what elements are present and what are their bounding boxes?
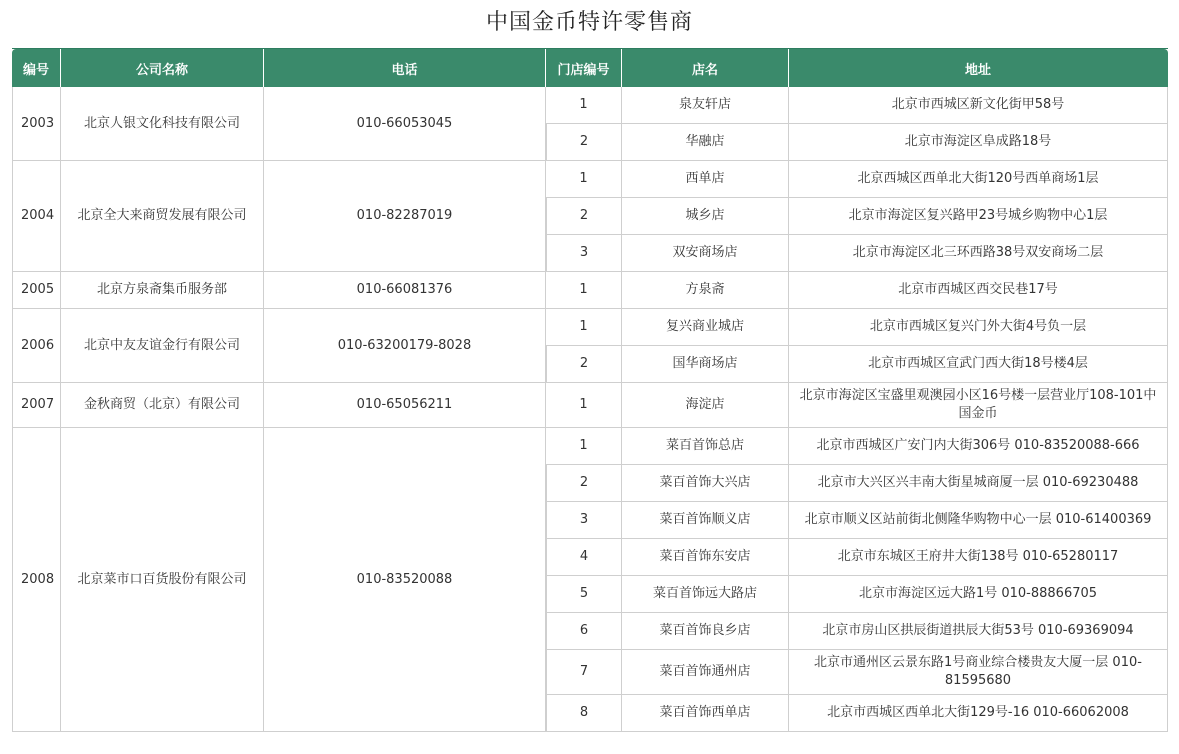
table-header — [12, 49, 1168, 87]
cell-address: 北京西城区西单北大街120号西单商场1层 — [789, 161, 1168, 198]
cell-address: 北京市西城区新文化街甲58号 — [789, 87, 1168, 124]
cell-phone: 010-82287019 — [264, 161, 546, 272]
cell-store-name: 菜百首饰通州店 — [622, 650, 789, 695]
cell-address: 北京市海淀区宝盛里观澳园小区16号楼一层营业厅108-101中国金币 — [789, 383, 1168, 428]
cell-store-name: 菜百首饰良乡店 — [622, 613, 789, 650]
cell-store-no: 8 — [546, 695, 622, 732]
cell-store-no: 1 — [546, 87, 622, 124]
cell-phone: 010-63200179-8028 — [264, 309, 546, 383]
cell-company-name: 北京全大来商贸发展有限公司 — [61, 161, 264, 272]
cell-address: 北京市房山区拱辰街道拱辰大街53号 010-69369094 — [789, 613, 1168, 650]
cell-store-no: 3 — [546, 502, 622, 539]
cell-address: 北京市大兴区兴丰南大街星城商厦一层 010-69230488 — [789, 465, 1168, 502]
header-row — [12, 49, 1168, 87]
cell-store-no: 1 — [546, 383, 622, 428]
cell-store-name: 菜百首饰大兴店 — [622, 465, 789, 502]
cell-phone: 010-66081376 — [264, 272, 546, 309]
table-body — [12, 87, 1168, 732]
cell-store-no: 4 — [546, 539, 622, 576]
cell-address: 北京市西城区西单北大街129号-16 010-66062008 — [789, 695, 1168, 732]
cell-company-name: 北京方泉斋集币服务部 — [61, 272, 264, 309]
table-row — [12, 309, 1168, 346]
cell-company-id: 2008 — [12, 428, 61, 732]
cell-store-no: 2 — [546, 465, 622, 502]
header-store-name: 店名 — [622, 49, 789, 87]
table-row — [12, 272, 1168, 309]
cell-store-name: 双安商场店 — [622, 235, 789, 272]
header-store-no: 门店编号 — [546, 49, 622, 87]
cell-company-id: 2006 — [12, 309, 61, 383]
cell-store-name: 华融店 — [622, 124, 789, 161]
cell-company-name: 北京人银文化科技有限公司 — [61, 87, 264, 161]
cell-store-no: 5 — [546, 576, 622, 613]
cell-store-no: 2 — [546, 124, 622, 161]
cell-address: 北京市西城区广安门内大街306号 010-83520088-666 — [789, 428, 1168, 465]
cell-store-name: 方泉斋 — [622, 272, 789, 309]
cell-phone: 010-66053045 — [264, 87, 546, 161]
cell-store-name: 泉友轩店 — [622, 87, 789, 124]
header-id: 编号 — [12, 49, 61, 87]
cell-store-name: 菜百首饰东安店 — [622, 539, 789, 576]
cell-address: 北京市海淀区阜成路18号 — [789, 124, 1168, 161]
cell-store-name: 菜百首饰远大路店 — [622, 576, 789, 613]
table-row — [12, 383, 1168, 428]
page-title: 中国金币特许零售商 — [485, 10, 693, 35]
cell-address: 北京市海淀区远大路1号 010-88866705 — [789, 576, 1168, 613]
cell-company-id: 2004 — [12, 161, 61, 272]
cell-store-name: 城乡店 — [622, 198, 789, 235]
cell-company-name: 北京中友友谊金行有限公司 — [61, 309, 264, 383]
cell-address: 北京市海淀区北三环西路38号双安商场二层 — [789, 235, 1168, 272]
cell-store-name: 海淀店 — [622, 383, 789, 428]
cell-store-no: 7 — [546, 650, 622, 695]
table-row — [12, 428, 1168, 465]
cell-company-name: 金秋商贸（北京）有限公司 — [61, 383, 264, 428]
table-row — [12, 87, 1168, 124]
cell-store-no: 2 — [546, 198, 622, 235]
table-row — [12, 161, 1168, 198]
header-address: 地址 — [789, 49, 1168, 87]
cell-store-no: 1 — [546, 272, 622, 309]
cell-store-no: 2 — [546, 346, 622, 383]
cell-address: 北京市东城区王府井大街138号 010-65280117 — [789, 539, 1168, 576]
cell-address: 北京市通州区云景东路1号商业综合楼贵友大厦一层 010-81595680 — [789, 650, 1168, 695]
cell-store-no: 1 — [546, 428, 622, 465]
retailer-table — [12, 48, 1168, 732]
header-company: 公司名称 — [61, 49, 264, 87]
cell-address: 北京市海淀区复兴路甲23号城乡购物中心1层 — [789, 198, 1168, 235]
cell-store-name: 菜百首饰西单店 — [622, 695, 789, 732]
cell-store-name: 复兴商业城店 — [622, 309, 789, 346]
cell-phone: 010-65056211 — [264, 383, 546, 428]
cell-store-name: 菜百首饰总店 — [622, 428, 789, 465]
cell-phone: 010-83520088 — [264, 428, 546, 732]
cell-store-no: 1 — [546, 161, 622, 198]
cell-address: 北京市西城区宣武门西大街18号楼4层 — [789, 346, 1168, 383]
retailer-table-container — [12, 48, 1168, 732]
cell-store-name: 西单店 — [622, 161, 789, 198]
cell-store-no: 1 — [546, 309, 622, 346]
cell-company-name: 北京菜市口百货股份有限公司 — [61, 428, 264, 732]
header-phone: 电话 — [264, 49, 546, 87]
cell-store-no: 3 — [546, 235, 622, 272]
cell-store-no: 6 — [546, 613, 622, 650]
cell-company-id: 2007 — [12, 383, 61, 428]
cell-company-id: 2005 — [12, 272, 61, 309]
cell-store-name: 菜百首饰顺义店 — [622, 502, 789, 539]
cell-address: 北京市西城区复兴门外大街4号负一层 — [789, 309, 1168, 346]
cell-company-id: 2003 — [12, 87, 61, 161]
cell-address: 北京市顺义区站前街北侧隆华购物中心一层 010-61400369 — [789, 502, 1168, 539]
cell-address: 北京市西城区西交民巷17号 — [789, 272, 1168, 309]
cell-store-name: 国华商场店 — [622, 346, 789, 383]
